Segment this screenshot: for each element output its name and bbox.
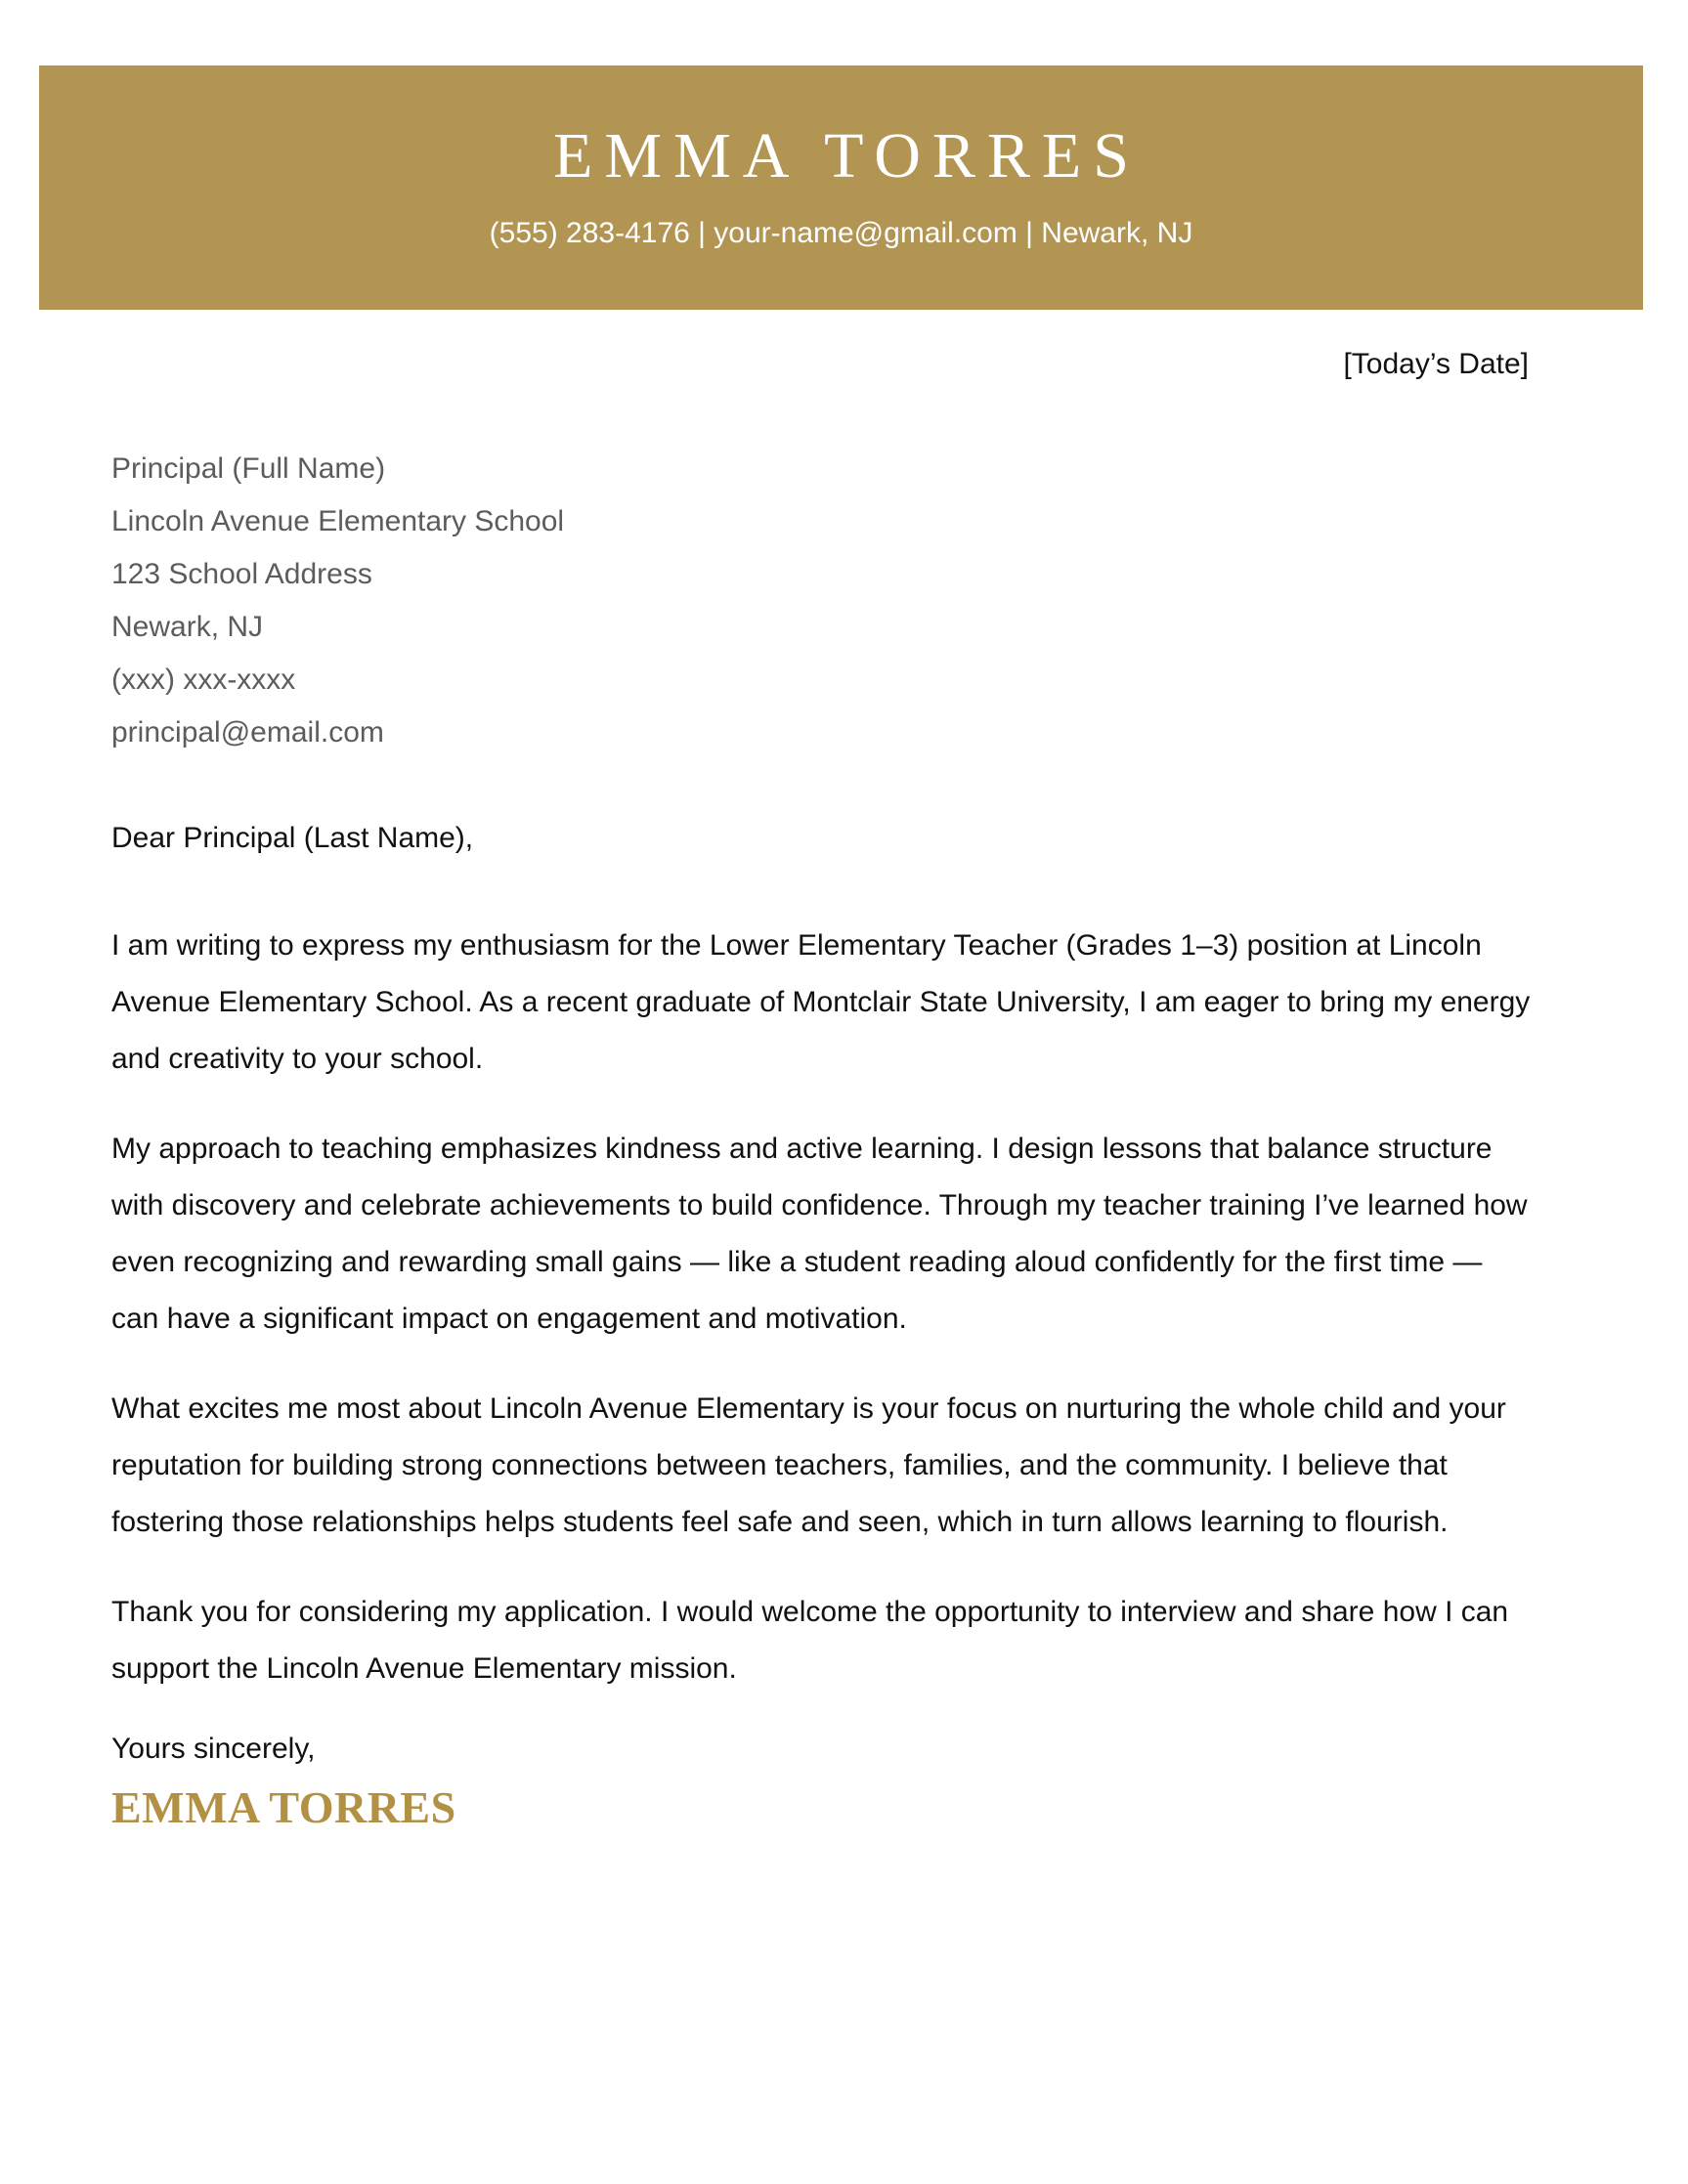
page-title: EMMA TORRES: [553, 120, 1141, 192]
letter-body: [111, 347, 1538, 1834]
letter-date: [Today’s Date]: [1343, 348, 1529, 380]
letter-paragraph-3: What excites me most about Lincoln Avenue Elementary is your focus on nurturing the whole child and your reputation for building strong connections between teachers, families, and the community. I believe that fostering those relationships helps students feel safe and seen, which in turn allows learning to flourish.: [111, 1392, 1506, 1538]
recipient-street: 123 School Address: [111, 558, 372, 590]
salutation: Dear Principal (Last Name),: [111, 822, 474, 854]
recipient-name: Principal (Full Name): [111, 452, 386, 485]
letter-paragraph-1: I am writing to express my enthusiasm for the Lower Elementary Teacher (Grades 1–3) position at Lincoln Avenue Elementary School. As a recent graduate of Montclair State University, I am eager to bring my energy and creativity to your school.: [111, 928, 1531, 1075]
letter-paragraph-4: Thank you for considering my application. I would welcome the opportunity to interview and share how I can support the Lincoln Avenue Elementary mission.: [111, 1595, 1509, 1685]
signature-name: EMMA TORRES: [111, 1782, 456, 1832]
recipient-email: principal@email.com: [111, 716, 384, 749]
recipient-block: [111, 443, 1538, 759]
recipient-city-state: Newark, NJ: [111, 611, 264, 643]
recipient-organization: Lincoln Avenue Elementary School: [111, 505, 565, 537]
recipient-phone: (xxx) xxx-xxxx: [111, 664, 296, 696]
letterhead-banner: [39, 65, 1643, 310]
letter-paragraph-2: My approach to teaching emphasizes kindness and active learning. I design lessons that balance structure with discovery and celebrate achievements to build confidence. Through my teacher training I’ve learned how even recognizing and rewarding small gains — like a student reading aloud confidently for the first time — can have a significant impact on engagement and motivation.: [111, 1132, 1528, 1335]
closing-line: Yours sincerely,: [111, 1732, 316, 1765]
contact-line: (555) 283-4176 | your-name@gmail.com | Newark, NJ: [489, 217, 1193, 249]
